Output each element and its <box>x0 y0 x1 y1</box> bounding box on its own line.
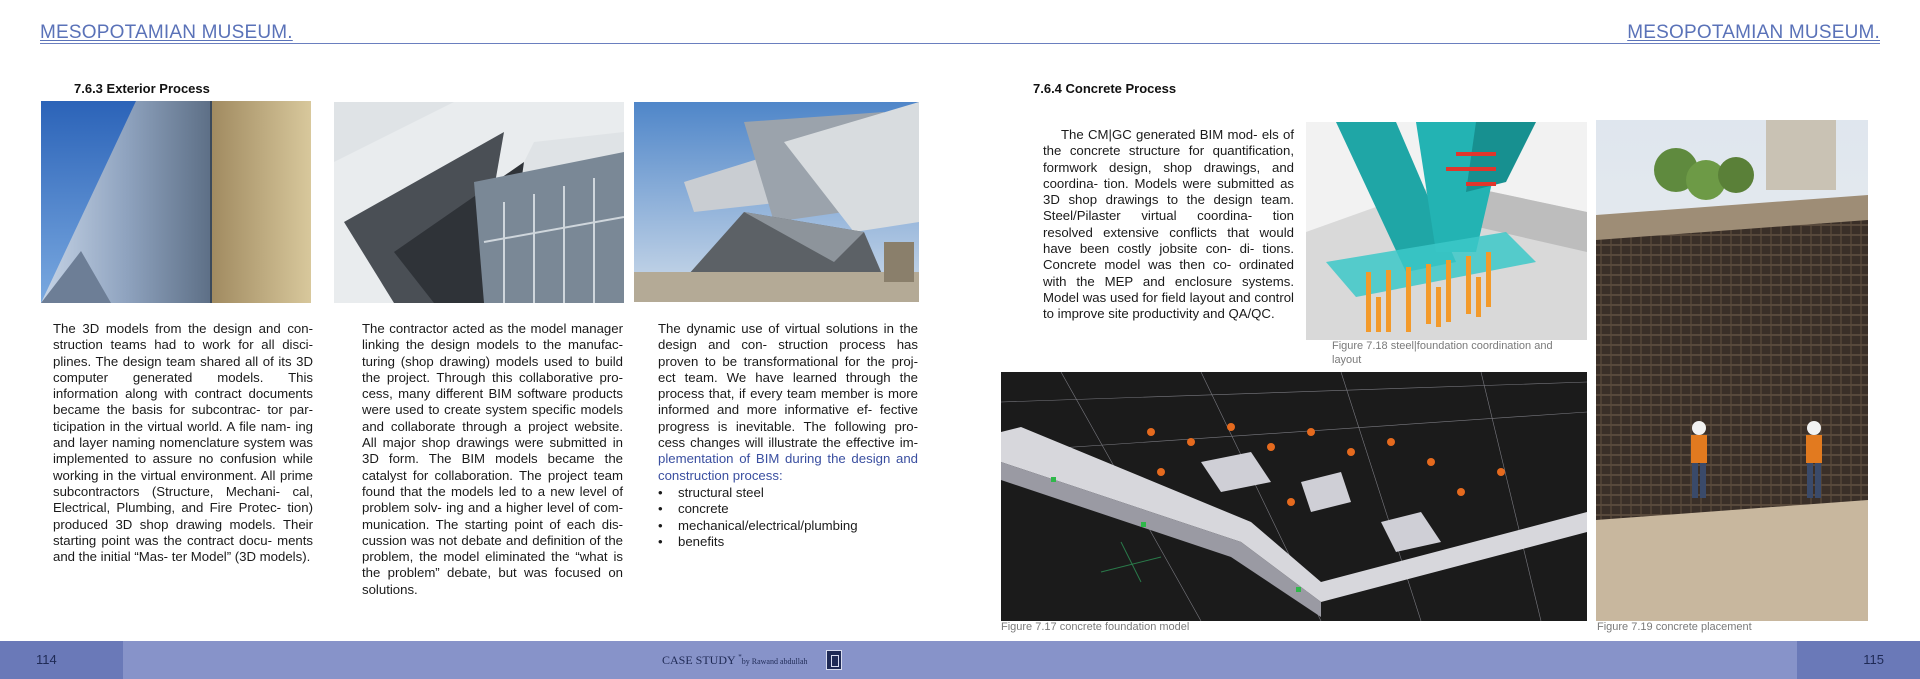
credit-main: CASE STUDY <box>662 653 739 667</box>
exterior-col-2: The contractor acted as the model manager linking the design models to the manufac- turing (shop drawing) models used to build the project. Through this collaborative pro- cess, many different BIM software products were used to create system specific models and collaborate through a project website. All major shop drawings were submitted in 3D form. The BIM models became the catalyst for collaboration. The project team found that the models led to a new level of problem solv- ing and a higher level of com- munication. The starting point of each dis- cussion was not debate and definition of the problem, the model eliminated the “what is the problem” debate, but was focused on solutions. <box>362 321 623 597</box>
figure-7-17-caption: Figure 7.17 concrete foundation model <box>1001 621 1190 633</box>
left-page-number: 114 <box>36 652 57 667</box>
exterior-col-3 <box>658 321 918 550</box>
process-list <box>658 485 918 550</box>
author-logo-icon <box>826 650 842 670</box>
rebar-placement-photo <box>1596 120 1868 621</box>
exterior-col-3-text: The dynamic use of virtual solutions in the design and con- struction process has proven to be transformational for the proj- ect team. We have learned through the process that, if every team member is more informed and more informative ef- fective progress is inevitable. The following pro- cess changes will illustrate the effective im- <box>658 321 918 451</box>
header-divider <box>40 43 1880 44</box>
angular-canopy-photo <box>334 102 624 303</box>
list-item: • structural steel <box>658 485 918 501</box>
list-item: • mechanical/electrical/plumbing <box>658 518 918 534</box>
concrete-body: The CM|GC generated BIM mod- els of the concrete structure for quantification, formwork design, shop drawings, and coordina- tion. Models were submitted as 3D shop drawings to the design team. Steel/Pilaster virtual coordina- tion resolved extensive conflicts that would have been costly jobsite con- di- tions. Concrete model was then co- ordinated with the MEP and enclosure systems. Model was used for field layout and control to improve site productivity and QA/QC. <box>1043 127 1294 322</box>
museum-exterior-photo <box>634 102 919 302</box>
left-page-number-box <box>0 641 123 679</box>
exterior-process-heading: 7.6.3 Exterior Process <box>74 81 210 96</box>
footer-bar <box>0 641 1920 679</box>
figure-7-19-caption: Figure 7.19 concrete placement <box>1597 621 1752 633</box>
building-facade-photo <box>41 101 311 303</box>
figure-7-18-caption: Figure 7.18 steel|foundation coordination and layout <box>1332 340 1553 366</box>
credit-sup: * <box>738 653 742 661</box>
left-header-title: MESOPOTAMIAN MUSEUM. <box>40 22 293 43</box>
steel-foundation-model <box>1306 122 1587 340</box>
exterior-col-1: The 3D models from the design and con- struction teams had to work for all disci- plines. The design team shared all of its 3D computer generated models. This information along with contract documents became the basis for subcontrac- tor par- ticipation in the virtual world. A file nam- ing and layer naming nomenclature system was implemented to assure no confusion while working in the virtual environment. All prime subcontractors (Structure, Mechani- cal, Electrical, Plumbing, and Fire Protec- tion) produced 3D shop drawing models. Their starting point was the contract docu- ments and the initial “Mas- ter Model” (3D models). <box>53 321 313 565</box>
right-page-number: 115 <box>1863 652 1884 667</box>
list-item: • benefits <box>658 534 918 550</box>
case-study-credit <box>662 653 808 668</box>
concrete-process-heading: 7.6.4 Concrete Process <box>1033 81 1177 96</box>
concrete-foundation-model <box>1001 372 1587 621</box>
exterior-col-3-highlight: plementation of BIM during the design and construction process: <box>658 451 918 483</box>
right-page-number-box <box>1797 641 1920 679</box>
credit-author: by Rawand abdullah <box>741 657 808 666</box>
list-item: • concrete <box>658 501 918 517</box>
right-header-title: MESOPOTAMIAN MUSEUM. <box>1627 22 1880 43</box>
